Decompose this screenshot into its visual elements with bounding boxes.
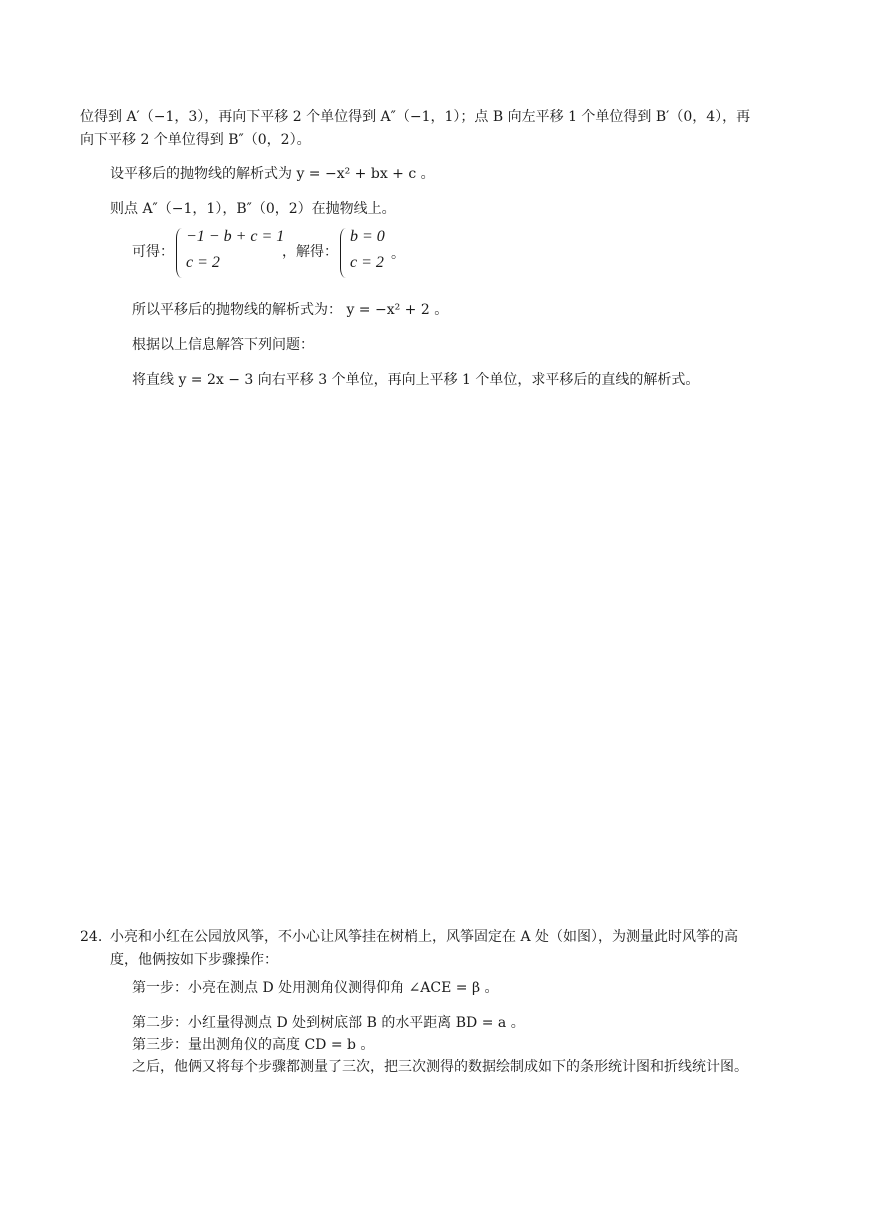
instruction: 根据以上信息解答下列问题： [132, 337, 314, 353]
points-on-parabola: 则点 A″（−1，1），B″（0，2）在抛物线上。 [110, 201, 396, 217]
q24-after: 之后，他俩又将每个步骤都测量了三次，把三次测得的数据绘制成如下的条形统计图和折线统计图。 [132, 1059, 748, 1075]
step-3: 第三步：量出测角仪的高度 CD = b 。 [132, 1037, 375, 1053]
parabola-setup: 设平移后的抛物线的解析式为 y = −x² + bx + c 。 [110, 166, 435, 182]
system-label-left: 可得： [132, 244, 174, 260]
q24-line-2: 度，他俩按如下步骤操作： [110, 952, 278, 968]
right-brace [340, 228, 347, 278]
intro-line-1: 位得到 A′（−1，3），再向下平移 2 个单位得到 A″（−1，1）；点 B 向左平移 1 个单位得到 B′（0，4），再 [80, 109, 751, 125]
system-tail: 。 [391, 246, 405, 262]
system-label-right: ，解得： [282, 244, 338, 260]
step-1: 第一步：小亮在测点 D 处用测角仪测得仰角 ∠ACE = β 。 [132, 980, 499, 996]
q24-line-1: 小亮和小红在公园放风筝，不小心让风筝挂在树梢上，风筝固定在 A 处（如图），为测量此时风筝的高 [110, 929, 739, 945]
intro-line-2: 向下平移 2 个单位得到 B″（0，2）。 [80, 132, 311, 148]
equation-given-1: −1 − b + c = 1 [186, 228, 285, 245]
equation-solution-2: c = 2 [350, 254, 384, 271]
equation-solution-1: b = 0 [350, 228, 385, 245]
equation-system-given [176, 228, 286, 280]
question-number: 24. [80, 929, 103, 945]
step-2: 第二步：小红量得测点 D 处到树底部 B 的水平距离 BD = a 。 [132, 1015, 525, 1031]
left-brace [176, 228, 183, 278]
parabola-result: 所以平移后的抛物线的解析式为： y = −x² + 2 。 [132, 302, 449, 318]
equation-given-2: c = 2 [186, 254, 220, 271]
line-translation-task: 将直线 y = 2x − 3 向右平移 3 个单位，再向上平移 1 个单位，求平移后的直线的解析式。 [132, 372, 700, 388]
